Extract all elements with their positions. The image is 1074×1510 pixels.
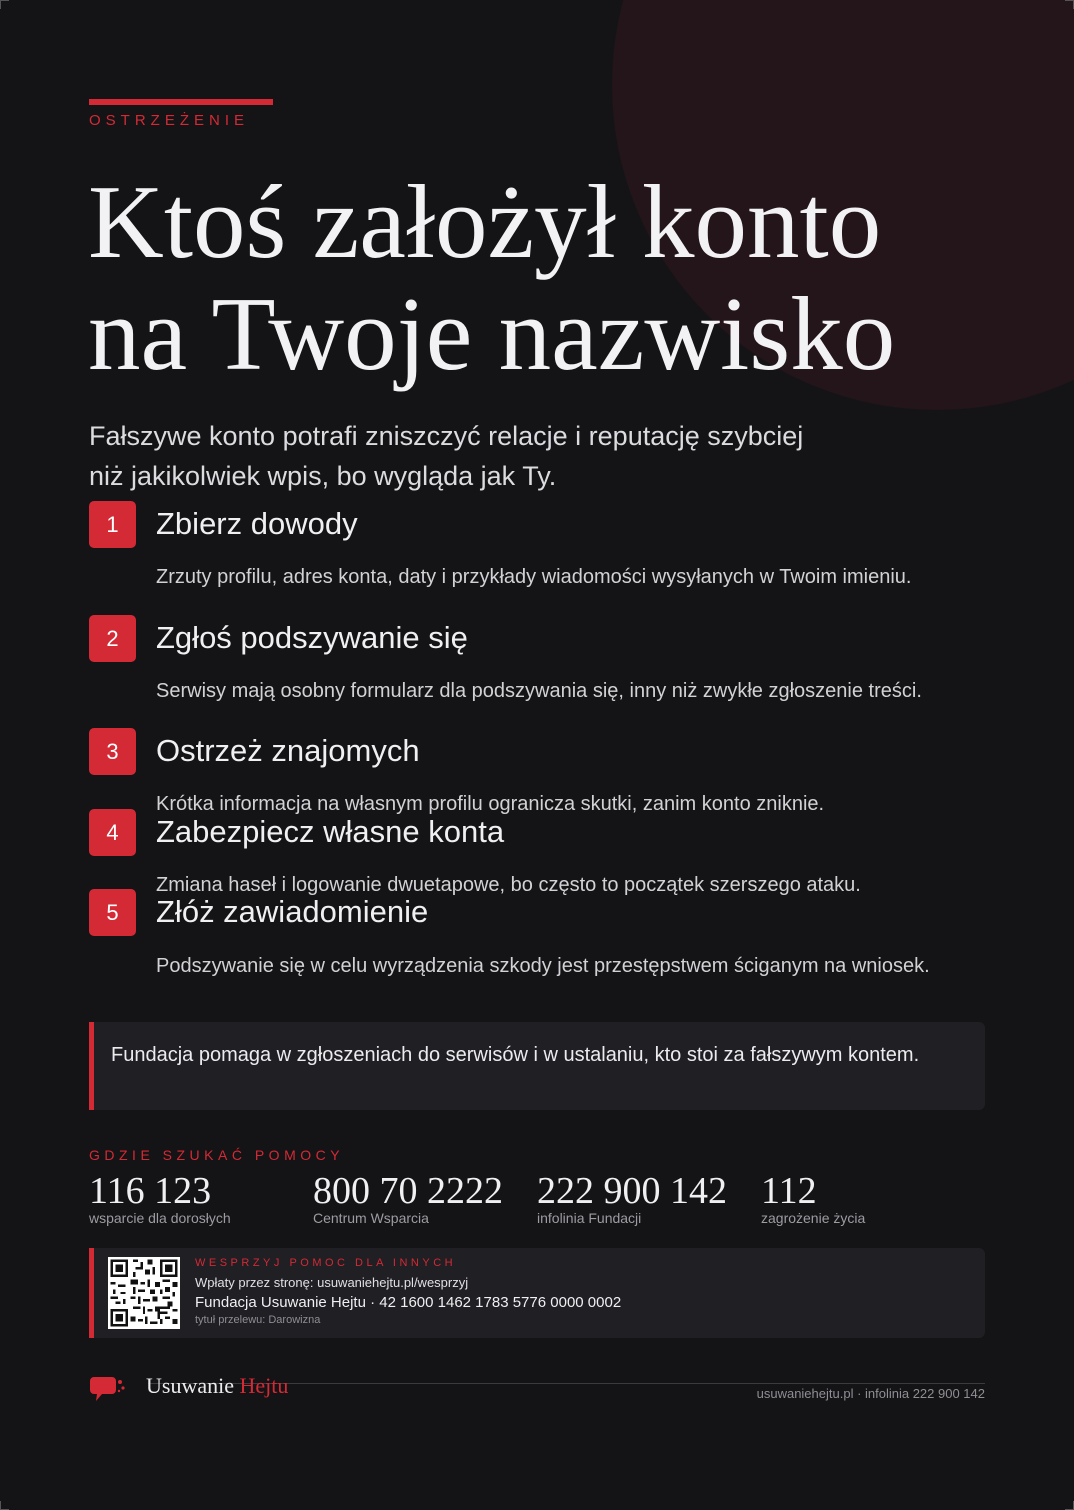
helpline-1-label: wsparcie dla dorosłych: [89, 1210, 231, 1226]
eyebrow-label: OSTRZEŻENIE: [89, 112, 250, 129]
headline: [88, 163, 1048, 392]
step-1-number: 1: [89, 501, 136, 548]
helpline-2-number: 800 70 2222: [313, 1170, 503, 1212]
logo-word-1: Usuwanie: [146, 1373, 234, 1398]
step-3-number: 3: [89, 728, 136, 775]
crop-mark: [0, 0, 9, 9]
step-2-title: Zgłoś podszywanie się: [156, 620, 468, 655]
step-1-title: Zbierz dowody: [156, 506, 358, 541]
lead-paragraph: [89, 416, 909, 496]
donation-account: Fundacja Usuwanie Hejtu · 42 1600 1462 1783 5776 0000 0002: [195, 1294, 622, 1311]
step-2-description: Serwisy mają osobny formularz dla podszywania się, inny niż zwykłe zgłoszenie treści.: [156, 680, 922, 702]
lead-line-1: Fałszywe konto potrafi zniszczyć relacje i reputację szybciej: [89, 421, 804, 451]
help-section-label: GDZIE SZUKAĆ POMOCY: [89, 1147, 345, 1163]
step-5-title: Złóż zawiadomienie: [156, 894, 429, 929]
lead-line-2: niż jakikolwiek wpis, bo wygląda jak Ty.: [89, 461, 557, 491]
foundation-callout: Fundacja pomaga w zgłoszeniach do serwisów i w ustalaniu, kto stoi za fałszywym kontem.: [89, 1022, 985, 1110]
helpline-3-number: 222 900 142: [537, 1170, 727, 1212]
crop-mark: [0, 1501, 9, 1510]
donation-title: WESPRZYJ POMOC DLA INNYCH: [195, 1257, 457, 1269]
step-4-description: Zmiana haseł i logowanie dwuetapowe, bo często to początek szerszego ataku.: [156, 874, 861, 896]
step-3-description: Krótka informacja na własnym profilu ogranicza skutki, zanim konto zniknie.: [156, 793, 825, 815]
step-5-description: Podszywanie się w celu wyrządzenia szkody jest przestępstwem ściganym na wniosek.: [156, 955, 930, 977]
helpline-2-label: Centrum Wsparcia: [313, 1210, 429, 1226]
crop-mark: [1065, 1501, 1074, 1510]
helpline-1-number: 116 123: [89, 1170, 212, 1212]
qr-code-icon[interactable]: [108, 1257, 180, 1329]
step-5-number: 5: [89, 889, 136, 936]
speech-bubble-logo-icon: [90, 1374, 126, 1404]
step-3-title: Ostrzeż znajomych: [156, 733, 420, 768]
step-4-title: Zabezpiecz własne konta: [156, 814, 505, 849]
step-4-number: 4: [89, 809, 136, 856]
headline-line-1: Ktoś założył konto: [88, 163, 882, 280]
eyebrow-accent-bar: [89, 99, 273, 105]
step-1-description: Zrzuty profilu, adres konta, daty i przykłady wiadomości wysyłanych w Twoim imieniu.: [156, 566, 912, 588]
logo-word-2: Hejtu: [239, 1373, 289, 1398]
helpline-4-number: 112: [761, 1170, 817, 1212]
step-2-number: 2: [89, 615, 136, 662]
helpline-4-label: zagrożenie życia: [761, 1210, 866, 1226]
donation-website: Wpłaty przez stronę: usuwaniehejtu.pl/wesprzyj: [195, 1275, 469, 1290]
logo-wordmark: [146, 1373, 288, 1399]
headline-line-2: na Twoje nazwisko: [88, 275, 896, 392]
donation-panel: [89, 1248, 985, 1338]
footer-contact: usuwaniehejtu.pl · infolinia 222 900 142: [756, 1386, 985, 1401]
crop-mark: [1065, 0, 1074, 9]
donation-transfer-title: tytuł przelewu: Darowizna: [195, 1314, 321, 1326]
helpline-3-label: infolinia Fundacji: [537, 1210, 642, 1226]
